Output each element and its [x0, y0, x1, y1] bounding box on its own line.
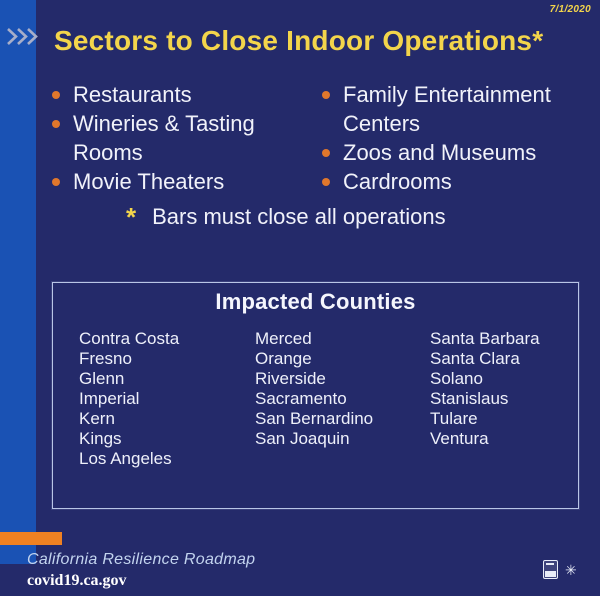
- county-name: Imperial: [79, 389, 140, 408]
- list-item: [48, 109, 280, 167]
- list-item: [48, 80, 280, 109]
- impacted-counties-box: [52, 282, 579, 509]
- county-name: Glenn: [79, 369, 125, 388]
- cdph-logo-band: [545, 571, 556, 577]
- sector-label: Wineries & Tasting Rooms: [73, 111, 255, 165]
- county-name: Santa Clara: [430, 349, 520, 368]
- county-column-2: [255, 329, 373, 449]
- california-star-logo-icon: ✳: [565, 562, 577, 578]
- bullet-dot-icon: [322, 178, 330, 186]
- cdph-logo-icon: [543, 560, 558, 579]
- county-name: San Joaquin: [255, 429, 350, 448]
- county-name: Merced: [255, 329, 312, 348]
- sector-label: Cardrooms: [343, 169, 452, 194]
- county-name: Contra Costa: [79, 329, 180, 348]
- bullet-dot-icon: [52, 91, 60, 99]
- orange-accent-bar: [0, 532, 62, 545]
- county-name: Kern: [79, 409, 115, 428]
- list-item: [48, 167, 280, 196]
- county-name: Stanislaus: [430, 389, 509, 408]
- county-column-3: [430, 329, 540, 449]
- county-name: Riverside: [255, 369, 326, 388]
- sector-list-right: [318, 80, 578, 196]
- website-link[interactable]: covid19.ca.gov: [27, 572, 127, 589]
- sector-label: Family Entertainment Centers: [343, 82, 551, 136]
- county-name: Fresno: [79, 349, 132, 368]
- bullet-dot-icon: [52, 178, 60, 186]
- county-name: Los Angeles: [79, 449, 172, 468]
- sector-label: Zoos and Museums: [343, 140, 537, 165]
- list-item: [318, 167, 578, 196]
- triple-chevron-icon: [6, 27, 40, 46]
- county-name: Kings: [79, 429, 122, 448]
- county-name: Solano: [430, 369, 483, 388]
- page-title: Sectors to Close Indoor Operations*: [54, 25, 544, 56]
- sector-label: Restaurants: [73, 82, 192, 107]
- program-name: California Resilience Roadmap: [27, 551, 256, 568]
- county-name: Sacramento: [255, 389, 347, 408]
- county-name: Orange: [255, 349, 312, 368]
- bars-footnote: [126, 202, 446, 232]
- counties-box-title: Impacted Counties: [215, 289, 416, 314]
- sector-list-left: [48, 80, 280, 196]
- date-label: 7/1/2020: [549, 4, 591, 15]
- sector-label: Movie Theaters: [73, 169, 225, 194]
- county-column-1: [79, 329, 179, 469]
- list-item: [318, 138, 578, 167]
- county-name: Ventura: [430, 429, 489, 448]
- bullet-dot-icon: [322, 91, 330, 99]
- county-name: Tulare: [430, 409, 478, 428]
- asterisk-marker: *: [126, 202, 137, 232]
- list-item: [318, 80, 578, 138]
- county-name: Santa Barbara: [430, 329, 540, 348]
- bullet-dot-icon: [322, 149, 330, 157]
- bullet-dot-icon: [52, 120, 60, 128]
- cdph-logo-detail: [546, 563, 554, 565]
- left-accent-strip: [0, 0, 36, 564]
- footnote-text: Bars must close all operations: [152, 204, 446, 229]
- county-name: San Bernardino: [255, 409, 374, 428]
